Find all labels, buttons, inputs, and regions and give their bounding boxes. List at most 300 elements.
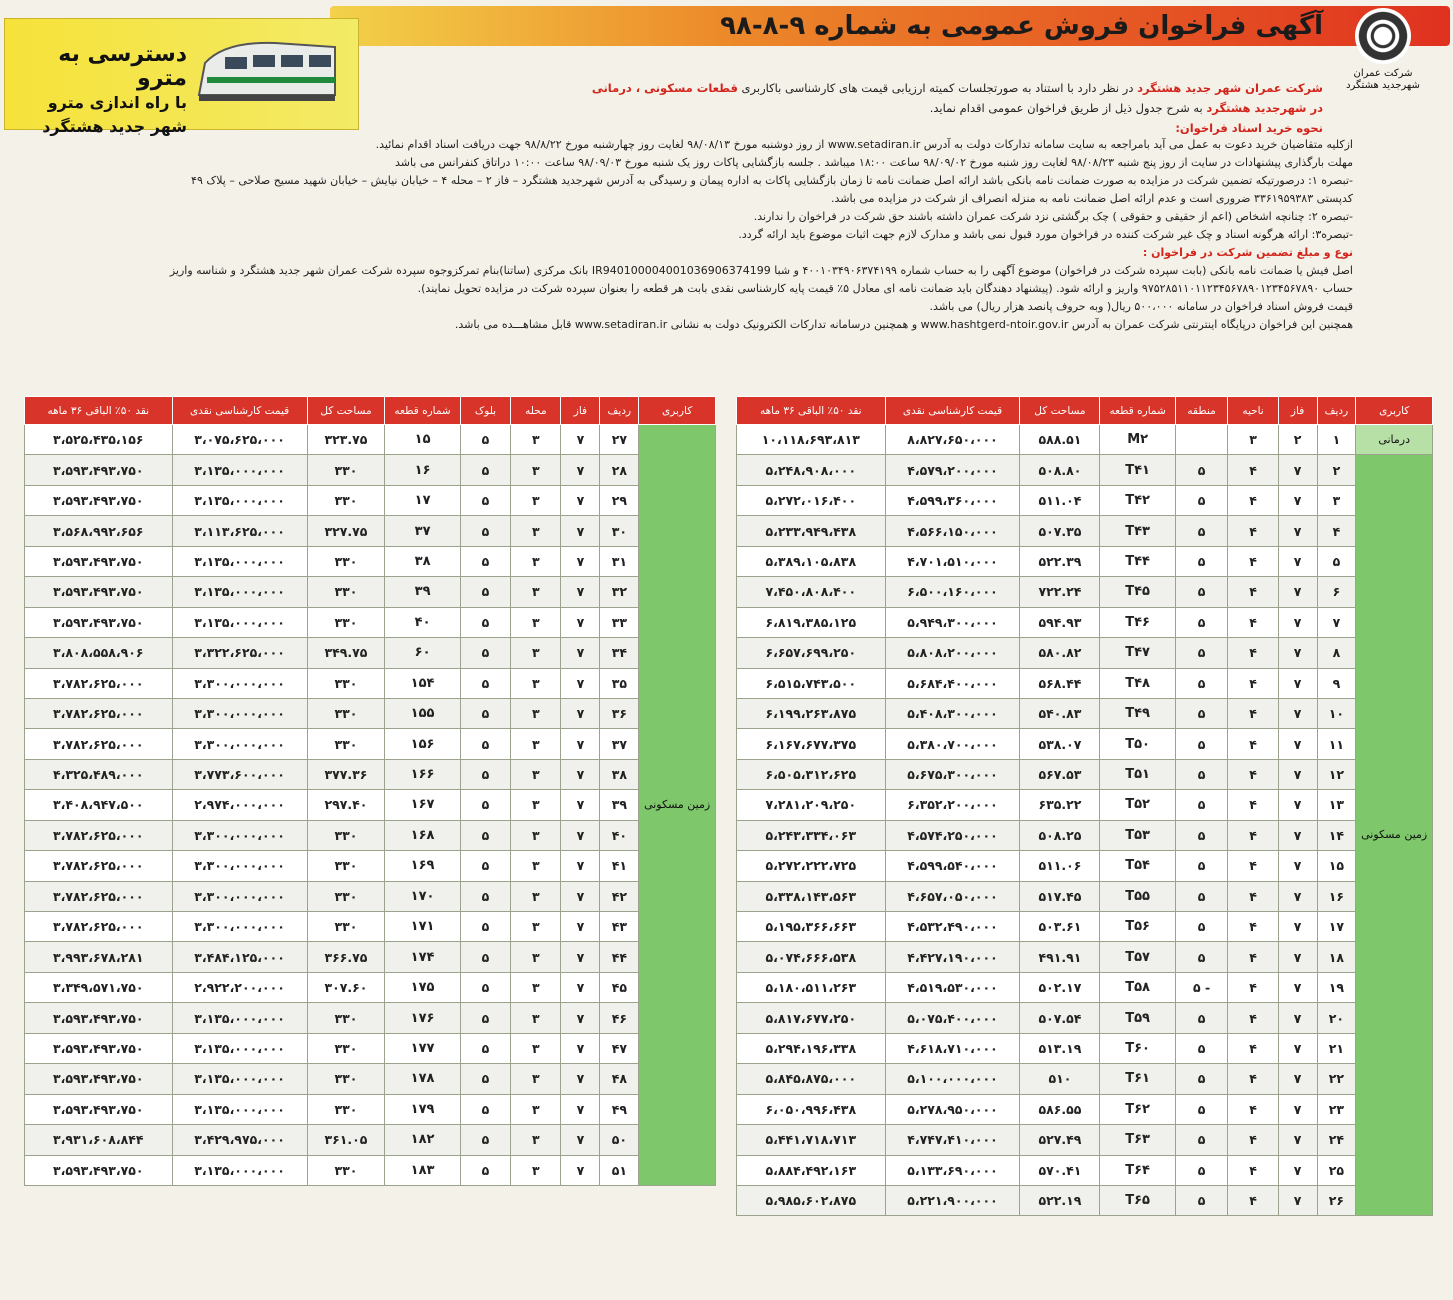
table-cell: ۴ — [1228, 729, 1278, 759]
city-text: در شهرجدید هشتگرد — [1206, 101, 1323, 115]
table-cell: ۷ — [561, 668, 600, 698]
table-cell: ۵۰۳.۶۱ — [1020, 912, 1100, 942]
table-cell: ۷ — [1278, 546, 1317, 576]
table-row — [737, 912, 1433, 942]
table-row — [25, 577, 716, 607]
table-cell: ۳،۱۳۵،۰۰۰،۰۰۰ — [172, 1064, 307, 1094]
table-cell: ۱۹ — [1317, 972, 1356, 1002]
column-header: قیمت کارشناسی نقدی — [885, 397, 1020, 425]
table-cell: ۴ — [1228, 1033, 1278, 1063]
table-cell: ۷ — [561, 851, 600, 881]
table-cell: ۵۱۱.۰۶ — [1020, 851, 1100, 881]
table-cell: ۵،۲۴۳،۳۳۴،۰۶۳ — [737, 820, 886, 850]
table-cell: ۵،۱۸۰،۵۱۱،۲۶۳ — [737, 972, 886, 1002]
table-cell: ۷ — [561, 942, 600, 972]
paragraph-6: -تبصره۳: ارائه هرگونه اسناد و چک غیر شرکت کننده در فراخوان مورد قبول نمی باشد و مدارک لازم جهت اثبات موضوع باید ارائه گردد. — [738, 228, 1353, 241]
table-cell: ۴ — [1228, 881, 1278, 911]
table-row — [737, 698, 1433, 728]
table-cell: ۴ — [1317, 516, 1356, 546]
table-cell: ۵،۳۳۸،۱۴۳،۵۶۳ — [737, 881, 886, 911]
table-row — [25, 668, 716, 698]
table-cell: ۷ — [1278, 1033, 1317, 1063]
column-header: نقد ۵۰٪ الباقی ۳۶ ماهه — [25, 397, 173, 425]
table-cell: ۴ — [1228, 455, 1278, 485]
table-cell: ۱۵۴ — [385, 668, 460, 698]
column-header: شماره قطعه — [1100, 397, 1175, 425]
table-cell: ۵ — [460, 759, 510, 789]
table-cell: ۴ — [1228, 851, 1278, 881]
table-cell: ۵،۲۷۲،۰۱۶،۴۰۰ — [737, 485, 886, 515]
table-cell: T۴۴ — [1100, 546, 1175, 576]
intro-text-1: در نظر دارد با استناد به صورتجلسات کمیته ارزیابی قیمت های کارشناسی باکاربری — [741, 81, 1134, 95]
table-cell: ۴،۷۴۷،۴۱۰،۰۰۰ — [885, 1125, 1020, 1155]
table-cell: ۴۹ — [600, 1094, 639, 1124]
metro-line-1: دسترسی به مترو — [58, 42, 187, 91]
usage-label: زمین مسکونی — [644, 797, 711, 811]
table-cell: T۴۲ — [1100, 485, 1175, 515]
table-cell: ۳ — [511, 516, 561, 546]
column-header: کاربری — [639, 397, 716, 425]
metro-access-box — [4, 18, 359, 136]
table-cell: ۴،۵۷۴،۲۵۰،۰۰۰ — [885, 820, 1020, 850]
table-cell: ۵۰۸.۸۰ — [1020, 455, 1100, 485]
table-cell: ۳۳۰ — [307, 1064, 385, 1094]
table-cell: ۳،۴۰۸،۹۴۷،۵۰۰ — [25, 790, 173, 820]
table-cell: ۷ — [561, 759, 600, 789]
table-cell: ۱۷ — [385, 485, 460, 515]
left-plots-table — [24, 396, 716, 1186]
table-cell: ۱۶ — [385, 455, 460, 485]
table-cell: ۷ — [561, 485, 600, 515]
table-row — [737, 425, 1433, 455]
table-cell: ۵ — [460, 1155, 510, 1185]
table-cell: ۵،۴۴۱،۷۱۸،۷۱۳ — [737, 1125, 886, 1155]
table-cell: ۲۵ — [1317, 1155, 1356, 1185]
table-cell: ۲۴ — [1317, 1125, 1356, 1155]
table-cell: ۴ — [1228, 759, 1278, 789]
table-header-row — [737, 397, 1433, 425]
table-cell: ۷ — [1278, 820, 1317, 850]
table-row — [25, 972, 716, 1002]
table-cell: ۵،۶۸۴،۴۰۰،۰۰۰ — [885, 668, 1020, 698]
table-cell: ۸ — [1317, 638, 1356, 668]
table-cell: ۶ — [1317, 577, 1356, 607]
table-cell: ۳ — [511, 851, 561, 881]
table-cell: ۴ — [1228, 820, 1278, 850]
table-cell: ۷ — [1278, 1064, 1317, 1094]
table-cell: ۳،۵۹۳،۴۹۳،۷۵۰ — [25, 1094, 173, 1124]
table-cell: ۳ — [511, 790, 561, 820]
table-cell: ۵،۱۹۵،۳۶۶،۶۶۳ — [737, 912, 886, 942]
table-cell: ۵،۸۰۸،۲۰۰،۰۰۰ — [885, 638, 1020, 668]
table-cell: ۵۱۷.۴۵ — [1020, 881, 1100, 911]
table-cell: ۵ — [1175, 698, 1228, 728]
table-cell: ۵۰۸.۲۵ — [1020, 820, 1100, 850]
table-cell: ۱۰،۱۱۸،۶۹۳،۸۱۳ — [737, 425, 886, 455]
table-cell: ۳،۸۰۸،۵۵۸،۹۰۶ — [25, 638, 173, 668]
company-name: شرکت عمران شهر جدید هشتگرد — [1137, 81, 1323, 95]
table-cell: ۲۸ — [600, 455, 639, 485]
paragraph-8: حساب ۹۷۵۲۸۵۱۱۰۱۱۲۳۴۵۶۷۸۹۰۱۲۳۴۵۶۷۸۹۰ واریز و ارائه شود. (پیشنهاد دهندگان باید ضمانت نامه ای معادل ۵٪ قیمت پایه کارشناسی نقدی بابت هر قطعه را بعنوان سپرده شرکت در مزایده تحویل نمایند). — [417, 282, 1353, 295]
table-cell: ۵،۳۸۰،۷۰۰،۰۰۰ — [885, 729, 1020, 759]
table-cell: ۳،۵۹۳،۴۹۳،۷۵۰ — [25, 577, 173, 607]
table-cell: ۵،۰۷۴،۶۶۶،۵۳۸ — [737, 942, 886, 972]
table-cell: ۴۹۱.۹۱ — [1020, 942, 1100, 972]
table-cell: ۱۷۸ — [385, 1064, 460, 1094]
table-cell: ۵ — [1317, 546, 1356, 576]
table-cell: ۵،۰۷۵،۴۰۰،۰۰۰ — [885, 1003, 1020, 1033]
table-cell: ۵ — [460, 851, 510, 881]
table-cell: ۵ — [1175, 668, 1228, 698]
table-cell: ۵ — [460, 790, 510, 820]
table-cell: ۳ — [511, 698, 561, 728]
table-cell: ۵۶۷.۵۳ — [1020, 759, 1100, 789]
table-cell: ۷ — [1278, 912, 1317, 942]
table-cell: ۱۵۵ — [385, 698, 460, 728]
table-row — [737, 546, 1433, 576]
table-cell: ۵۹۴.۹۳ — [1020, 607, 1100, 637]
table-cell: ۵،۸۴۵،۸۷۵،۰۰۰ — [737, 1064, 886, 1094]
table-cell: ۳ — [511, 972, 561, 1002]
table-cell: ۳۳۰ — [307, 820, 385, 850]
table-cell: ۳۰ — [600, 516, 639, 546]
table-row — [737, 1033, 1433, 1063]
table-cell: ۳،۷۸۲،۶۲۵،۰۰۰ — [25, 881, 173, 911]
table-cell: ۵۰۲.۱۷ — [1020, 972, 1100, 1002]
table-cell: ۵ — [460, 1064, 510, 1094]
table-cell: ۷ — [1278, 638, 1317, 668]
table-cell: ۵۲۲.۳۹ — [1020, 546, 1100, 576]
table-cell: ۳۳۰ — [307, 668, 385, 698]
table-cell: ۲۹۷.۴۰ — [307, 790, 385, 820]
table-cell: ۴،۶۵۷،۰۵۰،۰۰۰ — [885, 881, 1020, 911]
table-cell: T۵۰ — [1100, 729, 1175, 759]
table-row — [737, 1155, 1433, 1185]
table-cell: ۳۸ — [385, 546, 460, 576]
table-cell: ۶،۶۵۷،۶۹۹،۲۵۰ — [737, 638, 886, 668]
table-cell: ۳،۵۶۸،۹۹۲،۶۵۶ — [25, 516, 173, 546]
table-cell: ۴۴ — [600, 942, 639, 972]
table-cell: ۵ — [1175, 942, 1228, 972]
table-cell: ۳،۱۳۵،۰۰۰،۰۰۰ — [172, 607, 307, 637]
table-row — [25, 912, 716, 942]
table-cell: ۳ — [511, 1155, 561, 1185]
table-cell: ۳،۱۳۵،۰۰۰،۰۰۰ — [172, 455, 307, 485]
table-cell: ۳۷ — [600, 729, 639, 759]
table-cell: ۳ — [511, 881, 561, 911]
table-cell: ۳۹ — [600, 790, 639, 820]
table-cell: ۳،۵۹۳،۴۹۳،۷۵۰ — [25, 485, 173, 515]
table-cell: ۴ — [1228, 942, 1278, 972]
table-row — [737, 1003, 1433, 1033]
table-cell: ۳،۳۲۲،۶۲۵،۰۰۰ — [172, 638, 307, 668]
table-cell: ۵ — [460, 972, 510, 1002]
table-cell: ۵۸۸.۵۱ — [1020, 425, 1100, 455]
table-cell: ۵ — [460, 1033, 510, 1063]
table-row — [737, 455, 1433, 485]
table-cell: ۱۸ — [1317, 942, 1356, 972]
paragraph-7: اصل فیش یا ضمانت نامه بانکی (بابت سپرده شرکت در فراخوان) موضوع آگهی را به حساب شماره ۴۰۰۱۰۳۴۹۰۶۳۷۴۱۹۹ و شبا IR940100004001036906374199 بانک مرکزی (ساتنا)بنام تمرکزوجوه سپرده شرکت عمران شهر جدید هشتگرد و شناسه واریز — [169, 264, 1353, 277]
table-cell: T۴۵ — [1100, 577, 1175, 607]
table-cell: ۶۰ — [385, 638, 460, 668]
table-cell: ۶،۵۰۵،۳۱۲،۶۲۵ — [737, 759, 886, 789]
table-cell: ۴،۴۲۷،۱۹۰،۰۰۰ — [885, 942, 1020, 972]
table-row — [25, 638, 716, 668]
table-cell: ۵ — [460, 729, 510, 759]
table-cell: ۵ — [1175, 790, 1228, 820]
paragraph-5: -تبصره ۲: چنانچه اشخاص (اعم از حقیقی و حقوقی ) چک برگشتی نزد شرکت عمران داشته باشند حق شرکت در فراخوان را ندارند. — [753, 210, 1353, 223]
column-header: محله — [511, 397, 561, 425]
table-cell: ۳،۹۳۱،۶۰۸،۸۴۴ — [25, 1125, 173, 1155]
table-row — [25, 455, 716, 485]
metro-train-icon — [185, 33, 345, 113]
table-row — [737, 942, 1433, 972]
table-cell: T۶۱ — [1100, 1064, 1175, 1094]
table-row — [737, 516, 1433, 546]
table-cell: ۱۸۲ — [385, 1125, 460, 1155]
table-cell: ۵،۱۳۳،۶۹۰،۰۰۰ — [885, 1155, 1020, 1185]
table-cell: ۵ — [460, 516, 510, 546]
table-cell: ۳،۵۹۳،۴۹۳،۷۵۰ — [25, 546, 173, 576]
table-cell: ۵۱۳.۱۹ — [1020, 1033, 1100, 1063]
table-cell: ۱۵۶ — [385, 729, 460, 759]
table-cell: ۳۵ — [600, 668, 639, 698]
table-cell: ۳۳۰ — [307, 698, 385, 728]
table-cell: ۳۶ — [600, 698, 639, 728]
table-cell: ۶،۰۵۰،۹۹۶،۴۳۸ — [737, 1094, 886, 1124]
table-cell: ۱۴ — [1317, 820, 1356, 850]
table-cell: ۵ — [1175, 1094, 1228, 1124]
paragraph-9: قیمت فروش اسناد فراخوان در سامانه ۵۰۰،۰۰۰ ریال( وبه حروف پانصد هزار ریال) می باشد. — [929, 300, 1353, 313]
table-cell: ۳،۹۹۳،۶۷۸،۲۸۱ — [25, 942, 173, 972]
paragraph-2: مهلت بارگذاری پیشنهادات در سایت از روز پنج شنبه ۹۸/۰۸/۲۳ لغایت روز شنبه مورخ ۹۸/۰۹/۰۲ ساعت ۱۸:۰۰ میباشد . جلسه بازگشایی پاکات روز یک شنبه مورخ ۹۸/۰۹/۰۳ ساعت ۱۰:۰۰ دراتاق کنفرانس می باشد — [394, 156, 1353, 169]
table-cell: ۳۹ — [385, 577, 460, 607]
table-cell: T۴۶ — [1100, 607, 1175, 637]
table-cell: ۴۸ — [600, 1064, 639, 1094]
table-row — [25, 759, 716, 789]
table-cell: ۵ — [1175, 577, 1228, 607]
table-cell: ۵۶۸.۴۴ — [1020, 668, 1100, 698]
table-cell: ۳ — [511, 1125, 561, 1155]
table-cell: ۷ — [1278, 668, 1317, 698]
table-cell: ۳،۳۰۰،۰۰۰،۰۰۰ — [172, 851, 307, 881]
table-cell: ۵ — [460, 668, 510, 698]
table-cell: ۶،۱۹۹،۲۶۳،۸۷۵ — [737, 698, 886, 728]
table-cell: ۵،۱۰۰،۰۰۰،۰۰۰ — [885, 1064, 1020, 1094]
table-cell: ۷ — [561, 729, 600, 759]
table-row — [737, 790, 1433, 820]
table-row — [25, 851, 716, 881]
table-cell: ۷ — [1278, 851, 1317, 881]
table-cell: ۳۳۰ — [307, 577, 385, 607]
table-cell: ۷ — [1278, 455, 1317, 485]
table-row — [25, 1094, 716, 1124]
table-cell: ۵۷۰.۴۱ — [1020, 1155, 1100, 1185]
table-cell: ۲۰ — [1317, 1003, 1356, 1033]
paragraph-4: کدپستی ۳۳۶۱۹۵۹۳۸۳ ضروری است و عدم ارائه اصل ضمانت نامه به منزله انصراف از شرکت در مزایده می باشد. — [831, 192, 1353, 205]
table-cell: ۵،۲۹۴،۱۹۶،۳۳۸ — [737, 1033, 886, 1063]
table-cell: ۳،۷۸۲،۶۲۵،۰۰۰ — [25, 851, 173, 881]
paragraph-10: همچنین این فراخوان درپایگاه اینترنتی شرکت عمران به آدرس www.hashtgerd-ntoir.gov.ir و همچنین درسامانه تدارکات الکترونیک دولت به نشانی www.setadiran.ir قابل مشاهـــده می باشد. — [454, 318, 1353, 331]
table-cell: ۳۷۷.۳۶ — [307, 759, 385, 789]
table-cell: ۳ — [511, 942, 561, 972]
table-cell: ۴ — [1228, 1125, 1278, 1155]
table-cell: ۴ — [1228, 790, 1278, 820]
table-cell: T۵۸ — [1100, 972, 1175, 1002]
table-cell: ۱ — [1317, 425, 1356, 455]
table-row — [25, 1155, 716, 1185]
table-cell: ۱۱ — [1317, 729, 1356, 759]
table-cell: ۴۷ — [600, 1033, 639, 1063]
logo-text-1: شرکت عمران — [1353, 68, 1413, 79]
table-cell: ۴ — [1228, 972, 1278, 1002]
table-cell: ۵۱۰ — [1020, 1064, 1100, 1094]
table-cell: ۴ — [1228, 668, 1278, 698]
column-header: ناحیه — [1228, 397, 1278, 425]
table-cell: T۴۱ — [1100, 455, 1175, 485]
table-cell: ۳۸ — [600, 759, 639, 789]
table-cell: ۷ — [1278, 881, 1317, 911]
table-cell: T۶۲ — [1100, 1094, 1175, 1124]
table-cell: ۱۶۹ — [385, 851, 460, 881]
table-cell: ۲ — [1278, 425, 1317, 455]
table-row — [25, 485, 716, 515]
table-cell: ۱۷۰ — [385, 881, 460, 911]
table-cell: ۲۲ — [1317, 1064, 1356, 1094]
table-cell: ۳ — [511, 912, 561, 942]
table-cell: ۳۴۹.۷۵ — [307, 638, 385, 668]
column-header: قیمت کارشناسی نقدی — [172, 397, 307, 425]
table-cell: ۳،۳۰۰،۰۰۰،۰۰۰ — [172, 881, 307, 911]
table-cell: ۴۰ — [600, 820, 639, 850]
table-cell: ۳ — [511, 607, 561, 637]
table-cell: ۷ — [561, 1125, 600, 1155]
table-cell: T۶۴ — [1100, 1155, 1175, 1185]
table-cell: ۳۲ — [600, 577, 639, 607]
table-cell: ۴ — [1228, 698, 1278, 728]
table-cell: ۷ — [561, 607, 600, 637]
table-cell: T۴۳ — [1100, 516, 1175, 546]
table-cell: ۳،۳۰۰،۰۰۰،۰۰۰ — [172, 912, 307, 942]
table-cell: ۳،۳۰۰،۰۰۰،۰۰۰ — [172, 729, 307, 759]
logo-emblem-icon — [1355, 8, 1411, 64]
column-header: بلوک — [460, 397, 510, 425]
metro-line-2: با راه اندازی مترو — [47, 93, 187, 112]
table-cell: ۵،۳۸۹،۱۰۵،۸۳۸ — [737, 546, 886, 576]
table-cell: ۷ — [1278, 698, 1317, 728]
column-header: مساحت کل — [1020, 397, 1100, 425]
table-cell: ۳،۵۹۳،۴۹۳،۷۵۰ — [25, 1155, 173, 1185]
table-cell: ۷ — [561, 546, 600, 576]
table-cell: ۵،۲۲۱،۹۰۰،۰۰۰ — [885, 1185, 1020, 1215]
table-cell: ۱۷۴ — [385, 942, 460, 972]
table-cell: ۲۶ — [1317, 1185, 1356, 1215]
table-cell: ۳،۱۱۳،۶۲۵،۰۰۰ — [172, 516, 307, 546]
table-row — [25, 790, 716, 820]
table-row — [25, 1125, 716, 1155]
table-cell: ۴ — [1228, 912, 1278, 942]
table-cell: ۳،۷۸۲،۶۲۵،۰۰۰ — [25, 698, 173, 728]
table-cell: ۵،۹۴۹،۳۰۰،۰۰۰ — [885, 607, 1020, 637]
table-cell: ۵۳۸.۰۷ — [1020, 729, 1100, 759]
table-cell: ۳،۵۹۳،۴۹۳،۷۵۰ — [25, 607, 173, 637]
table-cell: ۱۶۶ — [385, 759, 460, 789]
table-cell: ۵،۸۸۴،۴۹۲،۱۶۳ — [737, 1155, 886, 1185]
table-row — [737, 668, 1433, 698]
table-cell: ۵ — [1175, 1185, 1228, 1215]
table-cell: M۲ — [1100, 425, 1175, 455]
table-cell: ۱۷۱ — [385, 912, 460, 942]
table-cell: ۵،۲۴۸،۹۰۸،۰۰۰ — [737, 455, 886, 485]
table-cell: ۵،۴۰۸،۳۰۰،۰۰۰ — [885, 698, 1020, 728]
table-cell: ۳،۴۲۹،۹۷۵،۰۰۰ — [172, 1125, 307, 1155]
table-cell: ۳،۷۷۳،۶۰۰،۰۰۰ — [172, 759, 307, 789]
table-cell: T۵۹ — [1100, 1003, 1175, 1033]
table-cell: ۷ — [1278, 1094, 1317, 1124]
table-row — [737, 485, 1433, 515]
table-row — [737, 759, 1433, 789]
table-cell: ۵ — [1175, 516, 1228, 546]
table-cell: ۷ — [1278, 1125, 1317, 1155]
table-cell: ۶،۳۵۲،۲۰۰،۰۰۰ — [885, 790, 1020, 820]
column-header: ردیف — [600, 397, 639, 425]
table-cell: ۴ — [1228, 577, 1278, 607]
table-row — [25, 516, 716, 546]
table-cell: ۴،۵۶۶،۱۵۰،۰۰۰ — [885, 516, 1020, 546]
column-header: مساحت کل — [307, 397, 385, 425]
table-row — [737, 1185, 1433, 1215]
table-cell: ۴ — [1228, 485, 1278, 515]
company-logo — [1343, 8, 1423, 98]
table-cell: ۷،۲۸۱،۲۰۹،۲۵۰ — [737, 790, 886, 820]
table-cell: ۷ — [1278, 729, 1317, 759]
table-cell: T۵۶ — [1100, 912, 1175, 942]
table-cell: ۳۴ — [600, 638, 639, 668]
table-cell: ۴۰ — [385, 607, 460, 637]
table-cell: ۳،۵۹۳،۴۹۳،۷۵۰ — [25, 1064, 173, 1094]
table-cell: ۵،۲۷۲،۲۲۲،۷۲۵ — [737, 851, 886, 881]
table-cell: ۵ — [460, 425, 510, 455]
table-cell: ۵ — [1175, 729, 1228, 759]
table-row — [25, 546, 716, 576]
table-cell: ۳۳۰ — [307, 1155, 385, 1185]
table-cell: ۴،۷۰۱،۵۱۰،۰۰۰ — [885, 546, 1020, 576]
column-header: شماره قطعه — [385, 397, 460, 425]
table-cell: ۴ — [1228, 1094, 1278, 1124]
table-cell: T۶۳ — [1100, 1125, 1175, 1155]
table-row — [737, 638, 1433, 668]
table-cell: ۳ — [511, 638, 561, 668]
table-cell: ۵ — [1175, 1125, 1228, 1155]
table-cell: ۴ — [1228, 1155, 1278, 1185]
paragraph-1: ازکلیه متقاضیان خرید دعوت به عمل می آید بامراجعه به سایت سامانه تدارکات دولت به آدرس www.setadiran.ir از روز دوشنبه مورخ ۹۸/۰۸/۱۳ لغایت روز چهارشنبه مورخ ۹۸/۸/۲۲ جهت دریافت اسناد اقدام نمائید. — [375, 138, 1353, 151]
table-cell: ۳،۱۳۵،۰۰۰،۰۰۰ — [172, 1033, 307, 1063]
table-cell: ۳۳۰ — [307, 485, 385, 515]
table-cell: ۵ — [1175, 912, 1228, 942]
table-cell: ۳۳۰ — [307, 1003, 385, 1033]
table-cell: ۳ — [1317, 485, 1356, 515]
table-cell: ۴،۵۷۹،۲۰۰،۰۰۰ — [885, 455, 1020, 485]
table-cell: ۷ — [1278, 485, 1317, 515]
table-cell: ۱۶۸ — [385, 820, 460, 850]
category-text: قطعات مسکونی ، درمانی — [591, 81, 738, 95]
table-cell: ۴ — [1228, 1003, 1278, 1033]
table-cell: ۳۳۰ — [307, 1094, 385, 1124]
table-cell: ۵،۶۷۵،۳۰۰،۰۰۰ — [885, 759, 1020, 789]
table-cell: ۳ — [1228, 425, 1278, 455]
table-cell: ۱۷۹ — [385, 1094, 460, 1124]
table-cell: ۳،۱۳۵،۰۰۰،۰۰۰ — [172, 577, 307, 607]
